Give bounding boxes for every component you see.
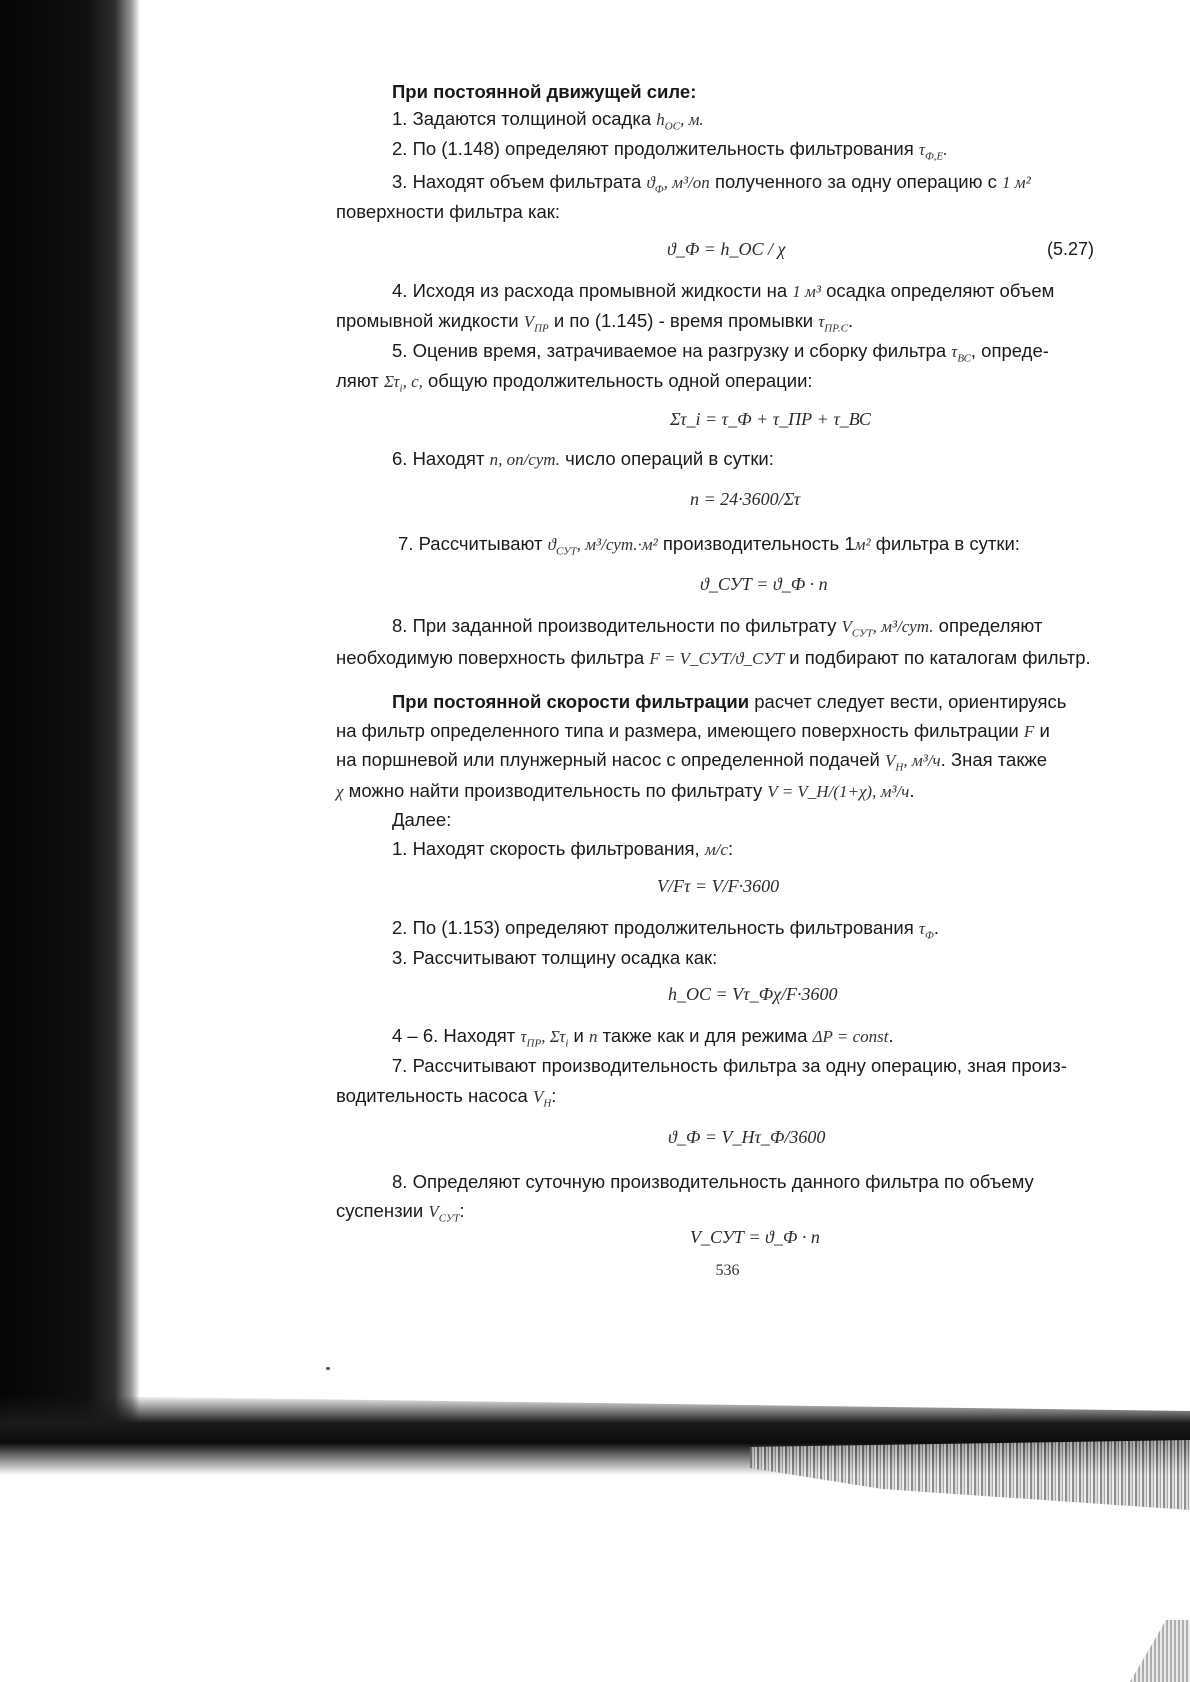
section-const-rate-line-3: на поршневой или плунжерный насос с определенной подачей $V_Н$, м³/ч. Зная также [336,749,1048,774]
section-heading-const-rate: При постоянной скорости фильтрации [392,691,750,712]
equation-cake-thickness: h_ОС = Vτ_Фχ/F·3600 [668,984,838,1004]
scan-speck [326,1367,330,1370]
rate-step-8-continued: суспензии $V_{СУТ}$: [336,1200,465,1225]
step-3: 3. Находят объем фильтрата $ϑ_Ф$, м³/оп полученного за одну операцию с 1 м² [392,171,1031,196]
step-1: 1. Задаются толщиной осадка $h_{ОС}$, м. [392,108,704,133]
section-const-rate-line-4: χ можно найти производительность по фильтрату V = V_Н/(1+χ), м³/ч. [336,780,915,801]
equation-ops-per-day: n = 24·3600/Στ [690,489,801,509]
step-7: 7. Рассчитывают $ϑ_{СУТ}$, м³/сут.·м² производительность 1м² фильтра в сутки: [398,533,1020,558]
rate-step-7: 7. Рассчитывают производительность фильтра за одну операцию, зная произ- [392,1055,1067,1076]
section-heading-const-force: При постоянной движущей силе: [392,81,697,102]
rate-step-7-continued: водительность насоса $V_Н$: [336,1085,557,1110]
equation-daily-suspension: V_СУТ = ϑ_Ф · n [690,1227,820,1247]
page-number: 536 [715,1262,740,1279]
section-const-rate-line-2: на фильтр определенного типа и размера, имеющего поверхность фильтрации F и [336,720,1050,741]
step-6: 6. Находят n, оп/сут. число операций в сутки: [392,448,774,469]
scan-smear [750,1440,1190,1510]
rate-step-3: 3. Рассчитывают толщину осадка как: [392,947,718,968]
equation-daily-capacity: ϑ_СУТ = ϑ_Ф · n [700,574,828,594]
scan-corner [1130,1620,1190,1682]
equation-filter-capacity: ϑ_Ф = V_Нτ_Ф/3600 [668,1127,826,1147]
step-5: 5. Оценив время, затрачиваемое на разгрузку и сборку фильтра $\tau_{ВС}$, опреде- [392,340,1049,365]
step-4: 4. Исходя из расхода промывной жидкости на 1 м³ осадка определяют объем [392,280,1055,301]
step-3-continued: поверхности фильтра как: [336,201,561,222]
step-5-continued: ляют $\Sigma\tau_i$, с, общую продолжительность одной операции: [336,370,813,395]
step-4-continued: промывной жидкости $V_{ПР}$ и по (1.145) - время промывки $\tau_{ПР.С}$. [336,310,854,335]
further-label: Далее: [392,809,452,830]
step-8: 8. При заданной производительности по фильтрату $V_{СУТ}$, м³/сут. определяют [392,615,1043,640]
rate-step-2: 2. По (1.153) определяют продолжительность фильтрования $\tau_Ф$. [392,917,939,942]
rate-step-1: 1. Находят скорость фильтрования, м/с: [392,838,734,859]
step-8-continued: необходимую поверхность фильтра F = V_СУТ/ϑ_СУТ и подбирают по каталогам фильтр. [336,647,1091,668]
equation-number: (5.27) [1047,239,1095,259]
rate-step-8: 8. Определяют суточную производительность данного фильтра по объему [392,1171,1034,1192]
equation-5-27: ϑ_Ф = h_ОС / χ [667,239,786,259]
step-2: 2. По (1.148) определяют продолжительность фильтрования $\tau_{Ф,Е}$. [392,138,948,163]
equation-total-time: Στ_i = τ_Ф + τ_ПР + τ_ВС [670,409,871,429]
equation-velocity: V/Fτ = V/F·3600 [657,876,780,896]
section-const-rate-line-1: При постоянной скорости фильтрации расчет следует вести, ориентируясь [392,691,1067,712]
rate-step-4-6: 4 – 6. Находят $\tau_{ПР}$, $\Sigma\tau_i$ и n также как и для режима ΔP = const. [392,1025,894,1050]
scan-edge-left [0,0,140,1432]
